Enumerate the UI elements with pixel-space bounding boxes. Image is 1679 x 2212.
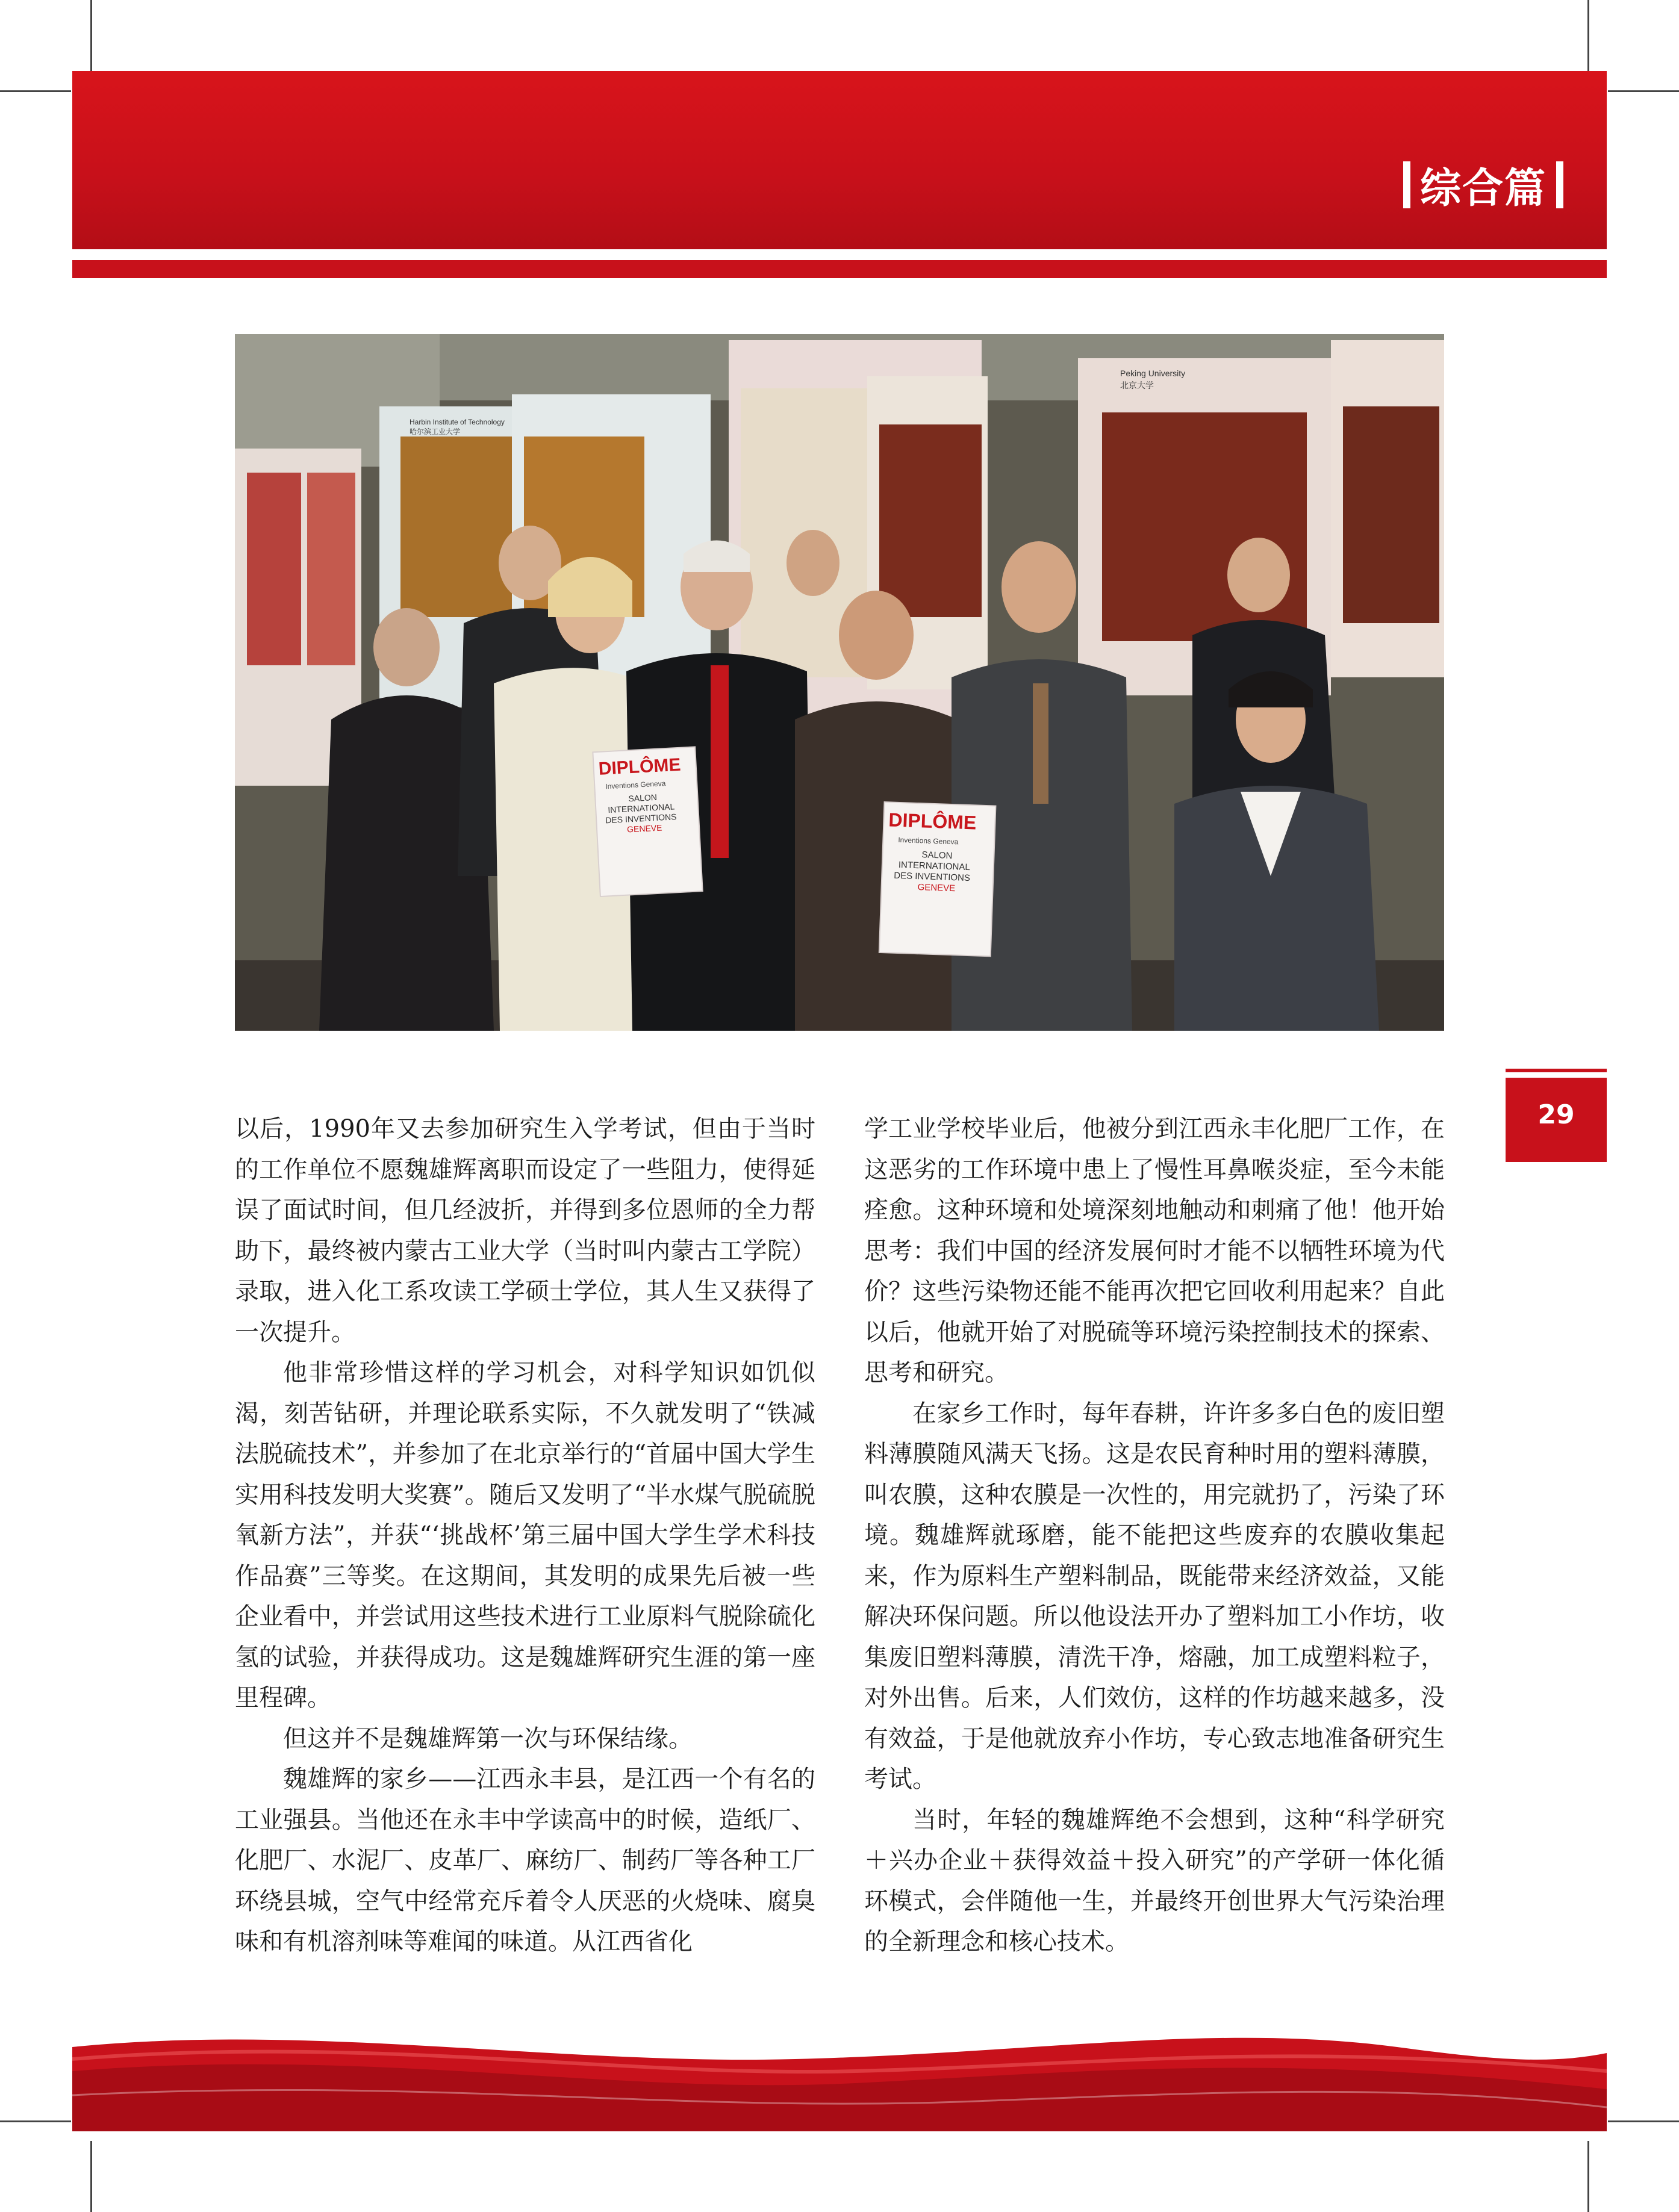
diploma-right-logo: Inventions Geneva — [898, 835, 959, 847]
diploma-right-line2: INTERNATIONAL — [898, 859, 971, 873]
diploma-left-logo: Inventions Geneva — [605, 779, 666, 791]
diploma-right-line1: SALON — [921, 850, 953, 862]
page-number: 29 — [1506, 1078, 1607, 1162]
diploma-left-line2: INTERNATIONAL — [607, 801, 675, 815]
crop-mark — [90, 2141, 92, 2212]
section-tag — [1403, 158, 1563, 212]
crop-mark — [0, 90, 71, 92]
crop-mark — [1608, 2120, 1679, 2122]
diploma-left — [593, 747, 702, 896]
diploma-right — [879, 802, 996, 956]
crop-mark — [90, 0, 92, 71]
booth-sign-peking-cn: 北京大学 — [1120, 381, 1154, 391]
article-left-column — [235, 1109, 815, 1963]
header-band — [72, 71, 1607, 249]
tag-bar-left — [1403, 161, 1410, 208]
booth-sign-peking: Peking University — [1120, 368, 1186, 378]
section-title: 综合篇 — [1419, 164, 1547, 213]
paragraph: 在家乡工作时，每年春耕，许许多多白色的废旧塑料薄膜随风满天飞扬。这是农民育种时用的塑料薄膜，叫农膜，这种农膜是一次性的，用完就扔了，污染了环境。魏雄辉就琢磨，能不能把这些废弃的农膜收集起来，作为原料生产塑料制品，既能带来经济效益，又能解决环保问题。所以他设法开办了塑料加工小作坊，收集废旧塑料薄膜，清洗干净，熔融，加工成塑料粒子，对外出售。后来，人们效仿，这样的作坊越来越多，没有效益，于是他就放弃小作坊，专心致志地准备研究生考试。 — [864, 1399, 1445, 1793]
diploma-right-line3: DES INVENTIONS — [893, 870, 971, 884]
decorative-ribbon — [72, 2011, 1607, 2131]
diploma-right-title: DIPLÔME — [888, 809, 977, 834]
tag-bar-right — [1556, 161, 1563, 208]
paragraph: 学工业学校毕业后，他被分到江西永丰化肥厂工作，在这恶劣的工作环境中患上了慢性耳鼻喉炎症，至今未能痊愈。这种环境和处境深刻地触动和刺痛了他！他开始思考：我们中国的经济发展何时才能不以牺牲环境为代价？这些污染物还能不能再次把它回收利用起来？自此以后，他就开始了对脱硫等环境污染控制技术的探索、思考和研究。 — [864, 1115, 1445, 1387]
diploma-right-line4: GENEVE — [917, 882, 956, 894]
page-number-rule — [1506, 1069, 1607, 1072]
crop-mark — [1608, 90, 1679, 92]
paragraph: 当时，年轻的魏雄辉绝不会想到，这种“科学研究＋兴办企业＋获得效益＋投入研究”的产学研一体化循环模式，会伴随他一生，并最终开创世界大气污染治理的全新理念和核心技术。 — [864, 1806, 1445, 1956]
paragraph: 以后，1990年又去参加研究生入学考试，但由于当时的工作单位不愿魏雄辉离职而设定了一些阻力，使得延误了面试时间，但几经波折，并得到多位恩师的全力帮助下，最终被内蒙古工业大学（当时叫内蒙古工学院）录取，进入化工系攻读工学硕士学位，其人生又获得了一次提升。 — [235, 1115, 815, 1346]
diploma-left-title: DIPLÔME — [597, 754, 682, 779]
article-right-column — [864, 1109, 1445, 1963]
booth-sign-harbin-cn: 哈尔滨工业大学 — [410, 427, 461, 436]
paragraph: 他非常珍惜这样的学习机会，对科学知识如饥似渴，刻苦钻研，并理论联系实际，不久就发明了“铁减法脱硫技术”，并参加了在北京举行的“首届中国大学生实用科技发明大奖赛”。随后又发明了“半水煤气脱硫脱氧新方法”，并获“‘挑战杯’第三届中国大学生学术科技作品赛”三等奖。在这期间，其发明的成果先后被一些企业看中，并尝试用这些技术进行工业原料气脱除硫化氢的试验，并获得成功。这是魏雄辉研究生涯的第一座里程碑。 — [235, 1359, 815, 1712]
diploma-left-line4: GENEVE — [626, 822, 662, 834]
paragraph: 魏雄辉的家乡——江西永丰县，是江西一个有名的工业强县。当他还在永丰中学读高中的时候，造纸厂、化肥厂、水泥厂、皮革厂、麻纺厂、制药厂等各种工厂环绕县城，空气中经常充斥着令人厌恶的火烧味、腐臭味和有机溶剂味等难闻的味道。从江西省化 — [235, 1765, 815, 1956]
crop-mark — [1587, 0, 1589, 71]
award-ceremony-photo — [235, 334, 1444, 1031]
diploma-left-line3: DES INVENTIONS — [605, 812, 677, 825]
diploma-left-line1: SALON — [628, 792, 658, 804]
crop-mark — [1587, 2141, 1589, 2212]
booth-sign-harbin: Harbin Institute of Technology — [410, 418, 505, 426]
header-rule — [72, 260, 1607, 278]
crop-mark — [0, 2120, 71, 2122]
paragraph: 但这并不是魏雄辉第一次与环保结缘。 — [283, 1724, 693, 1753]
